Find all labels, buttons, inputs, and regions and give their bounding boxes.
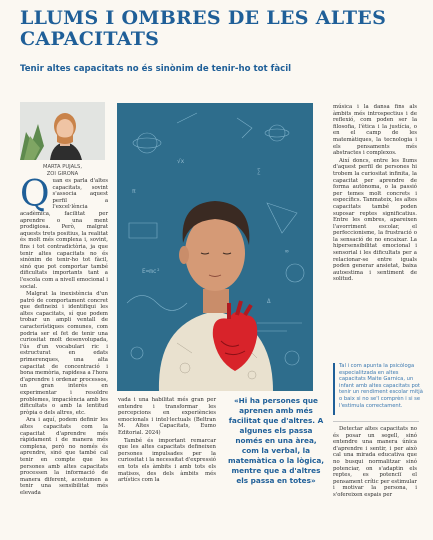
- illustration-boy-heart: [117, 103, 313, 391]
- pull-quote: «Hi ha persones que aprenen amb més facilitat que d'altres. A algunes els passa només en una àrea, com la verbal, la matemàtica o la lògica, mentre que a d'altres els passa en totes»: [227, 396, 325, 485]
- svg-text:∞: ∞: [285, 248, 289, 255]
- dropcap: Q: [20, 174, 50, 215]
- svg-text:∑: ∑: [257, 168, 261, 175]
- paragraph: música i la dansa fins als àmbits més introspectius i de reflexió, com poden ser la filosofia, l'ètica i la justícia, o en el camp de les matemàtiques, la tecnologia i els pensaments més abstractes i complexos.: [333, 104, 417, 157]
- column-3-bottom: [333, 426, 417, 536]
- author-role: ZOI GIRONA: [46, 171, 79, 177]
- paragraph: Així doncs, entre les llums d'aquest perfil de persones hi trobem la curiositat infinita, la capacitat per aprendre de forma autònoma, o la passió per temes molt concrets i específics. Tanmateix, les altes capacitats també poden suposar reptes significatius. Entre les ombres, apareixen l'avorriment escolar, el perfeccionisme, la frustració o la sensació de no encaixar. La hipersensibilitat emocional i sensorial i les dificultats per a relacionar-se entre iguals poden generar ansietat, baixa autoestima i sentiment de solitud.: [333, 157, 417, 283]
- paragraph: vada i una habilitat més gran per entendre i transformar les percepcions en experiències emocionals i intel·lectuals (Beltran M. Altes Capacitats, Eumo Editorial. 2024): [118, 397, 216, 436]
- column-3-top: [333, 104, 417, 360]
- author-photo: [20, 102, 105, 160]
- expert-sidebox: Tal i com apunta la psicòloga especialitzada en altes capacitats Maite Garnica, un infant amb altes capacitats pot tenir un rendiment escolar mitjà o baix si no se'l comprèn i si se l'estimula correctament.: [333, 363, 423, 415]
- column-2: [118, 397, 216, 537]
- divider: [333, 421, 419, 422]
- svg-text:Δ: Δ: [267, 298, 271, 305]
- headline: LLUMS I OMBRES DE LES ALTES CAPACITATS: [20, 7, 387, 50]
- paragraph: uan es parla d'altes capacitats, sovint s'associa aquest perfil a l'excel·lència acadèmica, facilitat per aprendre o una ment prodigiosa. Però, malgrat aquests trets positius, la realitat és molt més complexa i, sovint, fins i tot contradictòria, ja que tenir altes capacitats no és sinònim de tenir-ho tot fàcil, sinó que pot comportar també dificultats importants tant a l'escola com a nivell emocional i social.: [20, 178, 108, 290]
- svg-text:π: π: [132, 188, 136, 195]
- paragraph: També és important remarcar que les altes capacitats defineixen persones impulsades per la curiositat i la necessitat d'expressió en tots els àmbits i amb tots els matisos, des dels àmbits més artístics com la: [118, 437, 216, 484]
- paragraph: Malgrat la inexistència d'un patró de comportament concret que defineixi i identifiqui les altes capacitats, sí que podem trobar un ampli ventall de característiques comunes, com podria ser el fet de tenir una curiositat molt desenvolupada, l'ús d'un vocabulari ric i estructurat en edats primerenques, una alta capacitat de concentració i bona memòria, rapidesa a l'hora d'aprendre i ordenar processos, un gran interès en experimentar i resoldre problemes, impaciència amb les dificultats o amb la lentitud pròpia o dels altres, etc.: [20, 291, 108, 416]
- paragraph: Ara i aquí, podem definir les altes capacitats com la capacitat d'aprendre més ràpidament i de manera més complexa, però no només és aprendre, sinó que també cal tenir en compte que les persones amb altes capacitats processen la informació de manera diferent, acostumen a tenir una sensibilitat més elevada: [20, 417, 108, 496]
- svg-text:E=mc²: E=mc²: [142, 268, 161, 275]
- paragraph: Detectar altes capacitats no és posar un segell, sinó entendre una manera única d'aprendre i sentir, i per això cal una mirada educativa que no busqui normalitzar sinó potenciar, on s'adaptin els reptes, es potenciï el pensament crític per estimular i motivar la persona, i s'ofereixen espais per: [333, 426, 417, 498]
- subheadline: Tenir altes capacitats no és sinònim de tenir-ho tot fàcil: [20, 64, 292, 74]
- author-name: MARTA PUJALS,: [43, 164, 82, 170]
- svg-text:√x: √x: [177, 158, 185, 165]
